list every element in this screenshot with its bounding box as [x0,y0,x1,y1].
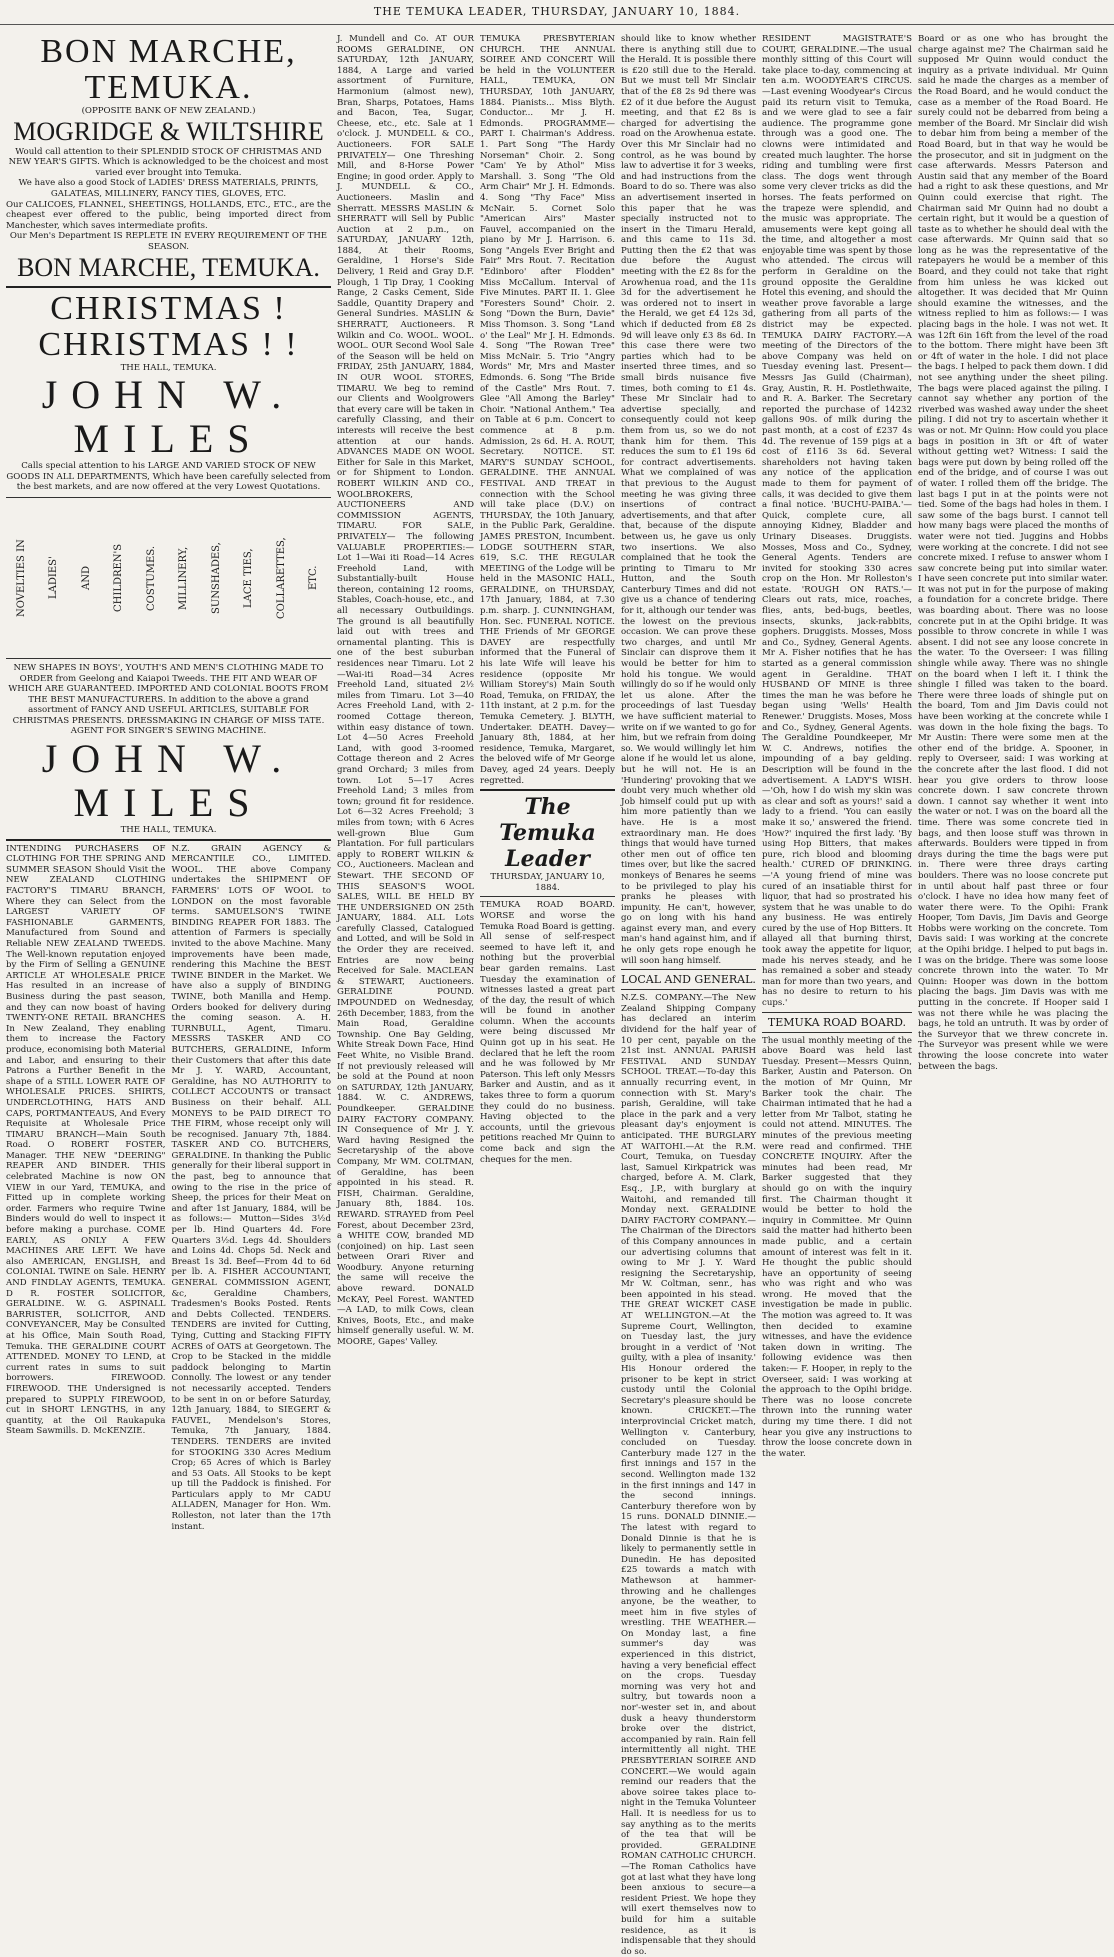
road-board-heading: TEMUKA ROAD BOARD. [767,1015,907,1029]
bm-paragraph-3: Our CALICOES, FLANNEL, SHEETINGS, HOLLANDS, ETC., ETC., are the cheapest ever offered to the public, being imported direct from Manchester, which saves intermediate profits. [6,199,331,231]
vertical-item: ETC. [308,565,320,591]
column-1-lower [6,844,331,1533]
christmas-heading: CHRISTMAS ! CHRISTMAS ! ! [38,289,299,363]
column-3 [480,34,615,1409]
bm-paragraph-2: We have also a good Stock of LADIES' DRESS MATERIALS, PRINTS, GALATEAS, MILLINERY, FANCY TIES, GLOVES, ETC. [18,178,319,199]
divider [6,286,331,288]
grain-agency-ads: N.Z. GRAIN AGENCY & MERCANTILE CO., LIMITED. WOOL. THE above Company undertakes the SHIPMENT OF FARMERS' LOTS OF WOOL to LONDON on the most favorable terms. SAMUELSON'S TWINE BINDING REAPER FOR 1883. The attention of Farmers is specially invited to the above Machine. Many improvements have been made, rendering this Machine the BEST TWINE BINDER in the Market. We have also a supply of BINDING TWINE, both Manilla and Hemp. Orders booked for delivery during the coming season. A. H. TURNBULL, Agent, Timaru. MESSRS TASKER AND CO BUTCHERS, GERALDINE, Inform their Customers that after this date Mr J. Y. WARD, Accountant, Geraldine, has NO AUTHORITY to COLLECT ACCOUNTS or transact Business on their behalf. ALL MONEYS to be PAID DIRECT TO THE FIRM, whose receipt only will be recognised. January 7th, 1884. TASKER AND CO. BUTCHERS, GERALDINE. In thanking the Public generally for their liberal support in the past, beg to announce that owing to the rise in the price of Sheep, the prices for their Meat on and after 1st January, 1884, will be as follows:— Mutton—Sides 3½d per lb. Hind Quarters 4d. Fore Quarters 3½d. Legs 4d. Shoulders and Loins 4d. Chops 5d. Neck and Breast 1s 3d. Beef—From 4d to 6d per lb. A. FISHER ACCOUNTANT, GENERAL COMMISSION AGENT, &c, Geraldine Chambers, Tradesmen's Books Posted. Rents and Debts Collected. TENDERS. TENDERS are invited for Cutting, Tying, Cutting and Stacking FIFTY ACRES of OATS at Georgetown. The Crop to be Stacked in the middle paddock belonging to Martin Connolly. The lowest or any tender not necessarily accepted. Tenders to be sent in on or before Saturday, 12th January, 1884, to SIEGERT & FAUVEL, Mendelson's Stores, Temuka, 7th January, 1884. TENDERS. TENDERS are invited for STOOKING 330 Acres Medium Crop; 65 Acres of which is Barley and 53 Oats. All Stooks to be kept up till the Paddock is finished. For Particulars apply to Mr CADU ALLADEN, Manager for Hon. Wm. Rolleston, not later than the 17th instant. [171,843,331,1532]
vertical-item: LADIES' [48,556,60,600]
divider [6,839,331,841]
vertical-item: COSTUMES. [145,545,157,611]
vertical-item: NOVELTIES IN [15,539,27,617]
divider [762,1032,912,1033]
column-2 [337,34,474,1409]
presbyterian-concert-ad: TEMUKA PRESBYTERIAN CHURCH. THE ANNUAL SOIREE AND CONCERT Will be held in the VOLUNTEER HALL, TEMUKA, ON THURSDAY, 10th JANUARY, 1884. Pianists... Miss Blyth. Conductor... Mr J. H. Edmonds. PROGRAMME— PART I. Chairman's Address. 1. Part Song "The Hardy Norseman" Choir. 2. Song "Cam' Ye by Athol" Miss Marshall. 3. Song "The Old Arm Chair" Mr J. H. Edmonds. 4. Song "Thy Face" Miss McNair. 5. Cornet Solo "American Airs" Master Fauvel, accompanied on the piano by Mr J. Harrison. 6. Song "Angels Ever Bright and Fair" Mrs Rout. 7. Recitation "Edinboro' after Flodden" Miss McCallum. Interval of Five Minutes. PART II. 1. Glee "Foresters Sound" Choir. 2. Song "Down the Burn, Davie" Miss Thomson. 3. Song "Land o' the Leal" Mr J. H. Edmonds. 4. Song "The Rowan Tree" Miss McNair. 5. Trio "Angry Words" Mr, Mrs and Master Edmonds. 6. Song "The Bride of the Castle" Mrs Rout. 7. Glee "All Among the Barley" Choir. "National Anthem." Tea on Table at 6 p.m. Concert to commence at 8 p.m. Admission, 2s 6d. H. A. ROUT, Secretary. NOTICE. ST. MARY'S SUNDAY SCHOOL, GERALDINE. THE ANNUAL FESTIVAL AND TREAT in connection with the School will take place (D.V.) on THURSDAY, the 10th January, in the Public Park, Geraldine. JAMES PRESTON, Incumbent. LODGE SOUTHERN STAR, 619, S.C. THE REGULAR MEETING of the Lodge will be held in the MASONIC HALL, GERALDINE, on THURSDAY, 17th January, 1884, at 7.30 p.m. sharp. J. CUNNINGHAM, Hon. Sec. FUNERAL NOTICE. THE Friends of Mr GEORGE DAVEY are respectfully informed that the Funeral of his late Wife will leave his residence (opposite Mr William Storey's) Main South Road, Temuka, on FRIDAY, the 11th instant, at 2 p.m. for the Temuka Cemetery. J. BLYTH, Undertaker. DEATH. Davey—January 8th, 1884, at her residence, Temuka, Margaret, the beloved wife of Mr George Davey, aged 24 years. Deeply regretted. [480,34,615,786]
divider [762,1012,912,1013]
editorial-text: TEMUKA ROAD BOARD. WORSE and worse the Temuka Road Board is getting. All sense of self-respect seemed to have left it, and nothing but the proverbial bear garden remains. Last Tuesday the examination of witnesses lasted a great part of the day, the result of which will be found in another column. When the accounts were being discussed Mr Quinn got up in his seat. He declared that he left the room and he was followed by Mr Paterson. This left only Messrs Barker and Austin, and as it takes three to form a quorum they could do no business. Having objected to the accounts, until the grievous petitions reached Mr Quinn to come back and sign the cheques for the men. [480,900,615,1165]
column-6 [918,34,1108,1409]
vertical-item: COLLARETTES, [275,537,287,619]
newspaper-masthead: The Temuka Leader [499,794,596,873]
editorial-continued: should like to know whether there is anything still due to the Herald. It is possible there is £20 still due to the Herald. But we must tell Mr Sinclair that of the £8 2s 9d there was £2 of it due before the August meeting, and that £2 8s is charged for advertising the road on the Arowhenua estate. Over this Mr Sinclair had no control, as he was bound by law to advertise it for 3 weeks, and had instructions from the Board to do so. There was also an advertisement inserted in this paper that he was specially instructed not to insert in the Timaru Herald, and this came to 11s 3d. Putting then the £2 that was due before the August meeting with the £2 8s for the Arowhenua road, and the 11s 3d for the advertisement he was ordered not to insert in the Herald, we get £4 12s 3d, which if deducted from £8 2s 9d will leave only £3 8s 6d. In this case there were two parties which had to be inserted three times, and so small birds nuisance five times, both coming to £1 4s. These Mr Sinclair had to advertise specially, and consequently could not keep them from us, so we do not thank him for them. This reduces the sum to £1 19s 6d for contract advertisements. What we complained of was that previous to the August meeting he was giving three insertions of contract advertisements, and that after that, because of the dispute between us, he gave us only two insertions. We also complained that he took the printing to Timaru to Mr Hutton, and the South Canterbury Times and did not give us a chance of tendering for it, although our tender was the lowest on the previous occasion. We can prove these two charges, and until Mr Sinclair can disprove them it would be better for him to hold his tongue. We would willingly do so if he would only let us alone. After the proceedings of last Tuesday we have sufficient material to write on if we wanted to go for him, but we refrain from doing so. We would willingly let him alone if he would let us alone, but he will not. He is an 'Hundering' provoking that we doubt very much whether old Job himself could put up with him more patiently than we have. He is a most extraordinary man. He does things that would have turned other men out of office ten times over, but like the sacred monkeys of Benares he seems to be privileged to play his pranks he pleases with impunity. He can't, however, go on long with his hand against every man, and every man's hand against him, and if he only gets rope enough he will soon hang himself. [621,34,756,966]
divider [621,969,756,970]
column-1 [6,33,331,1532]
divider [621,989,756,990]
bon-marche-title: BON MARCHE, TEMUKA. [40,33,297,106]
clothing-factory-ad: INTENDING PURCHASERS OF CLOTHING FOR THE SPRING AND SUMMER SEASON Should Visit the NEW ZEALAND CLOTHING FACTORY'S TIMARU BRANCH, Where they can Select from the LARGEST VARIETY OF FASHIONABLE GARMENTS, Manufactured from Sound and Reliable NEW ZEALAND TWEEDS. The Well-known reputation enjoyed by the Firm of Selling a GENUINE ARTICLE AT WHOLESALE PRICE Has resulted in an increase of Business during the past season, and they can now boast of having TWENTY-ONE RETAIL BRANCHES In New Zealand, They enabling them to increase the Factory produce, economising both Material and Labor, and ensuring to their Patrons a Further Benefit in the shape of a STILL LOWER RATE OF WHOLESALE PRICES. SHIRTS, UNDERCLOTHING, HATS AND CAPS, PORTMANTEAUS, And Every Requisite at Wholesale Price TIMARU BRANCH—Main South Road. O ROBERT FOSTER, Manager. THE NEW "DEERING" REAPER AND BINDER. THIS celebrated Machine is now ON VIEW in our Yard, TEMUKA, and Fitted up in complete working order. Farmers who require Twine Binders would do well to inspect it before making a purchase. COME EARLY, AS ONLY A FEW MACHINES ARE LEFT. We have also AMERICAN, ENGLISH, and COLONIAL TWINE on Sale. HENRY AND FINDLAY AGENTS, TEMUKA. D R. FOSTER SOLICITOR, GERALDINE. W. G. ASPINALL BARRISTER, SOLICITOR, AND CONVEYANCER, May be Consulted at his Office, Main South Road, Temuka. THE GERALDINE COURT ATTENDED. MONEY TO LEND, at current rates in sums to suit borrowers. FIREWOOD. FIREWOOD. THE Undersigned is prepared to SUPPLY FIREWOOD, cut in SHORT LENGTHS, in any quantity, at the Oil Raukapuka Steam Sawmills. D. McKENZIE. [6,843,166,1437]
hall-location: THE HALL, TEMUKA. [120,362,217,373]
vertical-item: MILLINERY, [178,546,190,610]
hall-location-2: THE HALL, TEMUKA. [120,825,217,836]
firm-name: MOGRIDGE & WILTSHIRE [13,116,324,146]
vertical-item: LACE TIES, [243,548,255,608]
bon-marche-subtitle: (OPPOSITE BANK OF NEW ZEALAND.) [81,106,256,116]
road-board-report: The usual monthly meeting of the above Board was held last Tuesday. Present—Messrs Quinn, Barker, Austin and Paterson. On the motion of Mr Quinn, Mr Barker took the chair. The Chairman intimated that he had a letter from Mr Talbot, stating he could not attend. MINUTES. The minutes of the previous meeting were read and confirmed. THE CONCRETE INQUIRY. After the minutes had been read, Mr Barker suggested that they should go on with the inquiry first. The Chairman thought it would be better to hold the inquiry in Committee. Mr Quinn said the matter had hitherto been made public, and a certain amount of interest was felt in it. He thought the public should have an opportunity of seeing who was right and who was wrong. He moved that the investigation be made in public. The motion was agreed to. It was then decided to examine witnesses, and have the evidence taken down in writing. The following evidence was then taken:— F. Hooper, in reply to the Overseer, said: I was working at the approach to the Opihi bridge. There was no loose concrete thrown into the running water during my time there. I did not hear you give any instructions to throw the loose concrete down in the water. [762,1035,912,1459]
miles-name-2: JOHN W. MILES [41,736,296,826]
miles-paragraph: Calls special attention to his LARGE AND VARIED STOCK OF NEW GOODS IN ALL DEPARTMENTS, Which have been carefully selected from the best markets, and are now offered at the very Lowest Quotations. [6,461,331,493]
bon-marche-title-2: BON MARCHE, TEMUKA. [17,252,320,282]
page-header [0,0,1114,25]
bm-paragraph-1: Would call attention to their SPLENDID STOCK OF CHRISTMAS AND NEW YEAR'S GIFTS. Which is acknowledged to be the choicest and most varied ever brought into Temuka. [8,146,329,178]
vertical-item: AND [80,565,92,590]
bm-paragraph-4: Our Men's Department IS REPLETE IN EVERY REQUIREMENT OF THE SEASON. [9,231,328,252]
column-4 [621,34,756,1957]
local-news-continued: RESIDENT MAGISTRATE'S COURT, GERALDINE.—The usual monthly sitting of this Court will take place to-day, commencing at ten a.m. WOODYEAR'S CIRCUS.—Last evening Woodyear's Circus paid its return visit to Temuka, and we were glad to see a fair audience. The programme gone through was a good one. The clowns were intimidated and created much laughter. The horse riding and tumbling were first class. The dogs went through some very clever tricks as did the horses. The feats performed on the trapeze were splendid, and the music was appropriate. The amusements were kept going all the time, and altogether a most enjoyable time was spent by those who attended. The circus will perform in Geraldine on the ground opposite the Geraldine Hotel this evening, and should the weather prove favorable a large gathering from all parts of the district may be expected. TEMUKA DAIRY FACTORY.—A meeting of the Directors of the above Company was held on Tuesday evening last. Present—Messrs Jas Guild (Chairman), Gray, Austin, R. H. Postlethwaite, and R. A. Barker. The Secretary reported the purchase of 14232 gallons 90s. of milk during the past month, at a cost of £237 4s 4d. The revenue of 159 pigs at a cost of £116 3s 6d. Several shareholders not having taken any notice of the application made to them for payment of calls, it was decided to give them a final notice. 'BUCHU-PAIBA.'—Quick, complete cure, all annoying Kidney, Bladder and Urinary Diseases. Druggists. Mosses, Moss and Co., Sydney, General Agents. Tenders are invited for stooking 330 acres crop on the Hon. Mr Rolleston's estate. 'ROUGH ON RATS.'—Clears out rats, mice, roaches, flies, ants, bed-bugs, beetles, insects, skunks, jack-rabbits, gophers. Druggists. Mosses, Moss and Co., Sydney, General Agents. Mr A. Fisher notifies that he has started as a general commission agent in Geraldine. THAT HUSBAND OF MINE is three times the man he was before he began using 'Wells' Health Renewer.' Druggists. Moses, Moss and Co., Sydney, General Agents. The Geraldine Poundkeeper, Mr W. C. Andrews, notifies the impounding of a bay gelding. Description will be found in the advertisement. A LADY'S WISH.—'Oh, how I do wish my skin was as clear and soft as yours!' said a lady to a friend. 'You can easily make it so,' answered the friend. 'How?' inquired the first lady. 'By using Hop Bitters, that makes pure, rich blood and blooming health.' CURED OF DRINKING.—'A young friend of mine was cured of an insatiable thirst for liquor, that had so prostrated his system that he was unable to do any business. He was entirely cured by the use of Hop Bitters. It allayed all that burning thirst, took away the appetite for liquor, made his nerves steady, and he has remained a sober and steady man for more than two years, and has no desire to return to his cups.' [762,34,912,1009]
local-and-general-heading: LOCAL AND GENERAL. [621,973,756,987]
auction-ads: J. Mundell and Co. AT OUR ROOMS GERALDINE, ON SATURDAY, 12th JANUARY, 1884, A Large and varied assortment of Furniture, Harmonium (almost new), Bran, Sharps, Potatoes, Hams and Bacon, Tea, Sugar, Cheese, etc., etc. Sale at 1 o'clock. J. MUNDELL & CO., Auctioneers. FOR SALE PRIVATELY— One Threshing Mill, and 8-Horse Power Engine; in good order. Apply to J. MUNDELL & CO., Auctioneers. Maslin and Sherratt. MESSRS MASLIN & SHERRATT will Sell by Public Auction at 2 p.m., on SATURDAY, JANUARY 12th, 1884, At their Rooms, Geraldine, 1 Horse's Side Delivery, 1 Reid and Gray D.F. Plough, 1 Tip Dray, 1 Cooking Range, 2 Casks Cement, Side Saddle, Quantity Drapery and General Sundries. MASLIN & SHERRATT, Auctioneers. R Wilkin and Co. WOOL. WOOL. WOOL. OUR Second Wool Sale of the Season will be held on FRIDAY, 25th JANUARY, 1884, IN OUR WOOL STORES, TIMARU. We beg to remind our Clients and Woolgrowers that every care will be taken in carefully Classing, and their interests will receive the best attention at our hands. ADVANCES MADE ON WOOL Either for Sale in this Market, or for Shipment to London. ROBERT WILKIN AND CO., WOOLBROKERS, AUCTIONEERS AND COMMISSION AGENTS, TIMARU. FOR SALE, PRIVATELY— The following VALUABLE PROPERTIES:— Lot 1—Wai iti Road—14 Acres Freehold Land, with Substantially-built House thereon, containing 12 rooms, Stables, Coach-house, etc., and all necessary Outbuildings. The ground is all beautifully laid out with trees and ornamental planting. This is one of the best suburban residences near Timaru. Lot 2—Wai-iti Road—34 Acres Freehold Land, situated 2½ miles from Timaru. Lot 3—40 Acres Freehold Land, with 2-roomed Cottage thereon, within easy distance of town. Lot 4—50 Acres Freehold Land, with good 3-roomed Cottage thereon and 2 Acres grand Orchard; 3 miles from town. Lot 5—17 Acres Freehold Land; 3 miles from town; ground fit for residence. Lot 6—32 Acres Freehold; 3 miles from town; with 6 Acres well-grown Blue Gum Plantation. For full particulars apply to ROBERT WILKIN & CO., Auctioneers. Maclean and Stewart. THE SECOND OF THIS SEASON'S WOOL SALES, WILL BE HELD BY THE UNDERSIGNED ON 25th JANUARY, 1884. ALL Lots carefully Classed, Catalogued and Lotted, and will be Sold in the Order they are received. Entries are now being Received for Sale. MACLEAN & STEWART, Auctioneers. GERALDINE POUND. IMPOUNDED on Wednesday, 26th December, 1883, from the Main Road, Geraldine Township. One Bay Gelding, White Streak Down Face, Hind Feet White, no Visible Brand. If not previously released will be sold at the Pound at noon on SATURDAY, 12th JANUARY, 1884. W. C. ANDREWS, Poundkeeper. GERALDINE DAIRY FACTORY COMPANY. IN Consequence of Mr J. Y. Ward having Resigned the Secretaryship of the above Company, Mr WM. COLTMAN, of Geraldine, has been appointed in his stead. R. FISH, Chairman. Geraldine, January 8th, 1884. 10s. REWARD. STRAYED from Peel Forest, about December 23rd, a WHITE COW, branded MD (conjoined) on hip. Last seen between Orari River and Woodbury. Anyone returning the same will receive the above reward. DONALD McKAY, Peel Forest. WANTED—A LAD, to milk Cows, clean Knives, Boots, Etc., and make himself generally useful. W. M. MOORE, Gapes' Valley. [337,34,474,1348]
divider [480,789,615,791]
divider [480,896,615,897]
column-5 [762,34,912,1459]
newspaper-title-line: THE TEMUKA LEADER, THURSDAY, JANUARY 10, 1884. [373,5,741,18]
road-board-report-continued: Board or as one who has brought the charge against me? The Chairman said he supposed Mr Quinn would conduct the inquiry as a private individual. Mr Quinn said he made the charges as a member of the Road Board, and he would conduct the case as a member of the Road Board. He surely could not be debarred from being a member of the Board. Mr Sinclair did wish to debar him from being a member of the Road Board, but in that way he would be the prosecutor, and sit in judgment on the case afterwards. Messrs Paterson and Austin said that any member of the Board had a right to ask these questions, and Mr Quinn could exercise that right. The Chairman said Mr Quinn had no doubt a certain right, but it would be a question of taste as to whether he should deal with the case afterwards. Mr Quinn said that so long as he was the representative of the ratepayers he would be a member of this Board, and they could not take that right from him unless he was kicked out altogether. It was decided that Mr Quinn should examine the witnesses, and the witness replied to him as follows:— I was placing bags in the hole. I was not wet. It was 12ft 6in 16ft from the level of the road to the bottom. There might have been 3ft or 4ft of water in the hole. I did not place the bags. I helped to pack them down. I did not see anything under the sheet piling. The bags were placed against the piling. I cannot say whether any portion of the riverbed was washed away under the sheet piling. I did not try to ascertain whether it was or not. Mr Quinn: How could you place bags in position in 3ft or 4ft of water without getting wet? Witness: I said the bags were put down by being rolled off the end of the bridge, and of course I was out of water. I rolled them off the bridge. The last bags I put in at the points were not tied. Some of the bags had holes in them. I saw some of the bags burst. I cannot tell how many bags were placed the months of water were not tied. Juggins and Hobbs were working at the concrete. I did not see concrete mixed. I refuse to answer whom I saw concrete being put into similar water. I have seen concrete put into similar water. It was not put in for the purpose of making a foundation for a concrete bridge. There was boarding about. There was no loose concrete put in at the Opihi bridge. It was possible to throw concrete in while I was absent. I did not see any loose concrete in the water. To the Overseer: I was filling shingle while away. There was no shingle on the board when I left it. I think the shingle I filled was taken to the board. There were three loads of shingle put on the board, Tom and Jim Davis could not have been working at the concrete while I was down in the hole fixing the bags. To Mr Austin: There were some men at the other end of the bridge. A. Spooner, in reply to Overseer, said: I was working at the concrete after the last flood. I did not hear you give orders to throw loose concrete down. I saw concrete thrown down. I cannot say whether it went into the water or not. I was on the board all the time. There was some concrete tied in bags, and then loose stuff was thrown in afterwards. Boulders were tipped in from drays during the time the bags were put in. There were three drays carting boulders. There was no loose concrete put in until about half past three or four o'clock. I have no idea how many feet of water there were. To the Opihi: Frank Hooper, Tom Davis, Jim Davis and George Hobbs were working on the concrete. Tom Davis said: I was working at the concrete at the Opihi bridge. I helped to put bags in. I was on the bridge. There was some loose concrete thrown into the water. To Mr Quinn: Hooper was down in the bottom placing the bags. Jim Davis was with me putting in the concrete. If Hooper said I was not there while he was placing the bags, he told an untruth. It was by order of the Surveyor that we threw concrete in. The Surveyor was present while we were throwing the loose concrete into water between the bags. [918,34,1108,1072]
miles-paragraph-2: NEW SHAPES IN BOYS', YOUTH'S AND MEN'S CLOTHING MADE TO ORDER from Geelong and Kaiapoi Tweeds. THE FIT AND WEAR OF WHICH ARE GUARANTEED. IMPORTED AND COLONIAL BOOTS FROM THE BEST MANUFACTURERS. In addition to the above a grand assortment of FANCY AND USEFUL ARTICLES, SUITABLE FOR CHRISTMAS PRESENTS. DRESSMAKING IN CHARGE OF MISS TATE. [8,662,329,726]
vertical-item: CHILDREN'S [113,543,125,612]
miles-name: JOHN W. MILES [41,372,296,462]
local-news-text: N.Z.S. COMPANY.—The New Zealand Shipping Company has declared an interim dividend for the half year of 10 per cent, payable on the 21st inst. ANNUAL PARISH FESTIVAL AND SUNDAY SCHOOL TREAT.—To-day this annually recurring event, in connection with St. Mary's parish, Geraldine, will take place in the park and a very pleasant day's enjoyment is anticipated. THE BURGLARY AT WAITOHI.—At the R.M. Court, Temuka, on Tuesday last, Samuel Kirkpatrick was charged, before A. M. Clark, Esq., J.P., with burglary at Waitohi, and remanded till Monday next. GERALDINE DAIRY FACTORY COMPANY.—The Chairman of the Directors of this Company announces in our advertising columns that owing to Mr J. Y. Ward resigning the Secretaryship, Mr W. Coltman, senr., has been appointed in his stead. THE GREAT WICKET CASE AT WELLINGTON.—At the Supreme Court, Wellington, on Tuesday last, the jury brought in a verdict of 'Not guilty, with a plea of insanity.' His Honour ordered the prisoner to be kept in strict custody until the Colonial Secretary's pleasure should be known. CRICKET.—The interprovincial Cricket match, Wellington v. Canterbury, concluded on Tuesday. Canterbury made 127 in the first innings and 157 in the second. Wellington made 132 in the first innings and 147 in the second innings. Canterbury therefore won by 15 runs. DONALD DINNIE.—The latest with regard to Donald Dinnie is that he is likely to permanently settle in Dunedin. He has deposited £25 towards a match with Mathewson at hammer-throwing and he challenges anyone, be the weather, to meet him in five styles of wrestling. THE WEATHER.—On Monday last, a fine summer's day was experienced in this district, having a very beneficial effect on the crops. Tuesday morning was very hot and sultry, but towards noon a nor'-wester set in, and about dusk a heavy thunderstorm broke over the district, accompanied by rain. Rain fell intermittently all night. THE PRESBYTERIAN SOIREE AND CONCERT.—We would again remind our readers that the above soiree takes place to-night in the Temuka Volunteer Hall. It is needless for us to say anything as to the merits of the tea that will be provided. GERALDINE ROMAN CATHOLIC CHURCH.—The Roman Catholics have got at last what they have long been anxious to secure—a resident Priest. We hope they will exert themselves now to build for him a suitable residence, as it is indispensable that they should do so. [621,993,756,1957]
vertical-novelties-list [6,497,331,659]
vertical-item: SUNSHADES, [210,542,222,614]
singer-agent-line: AGENT FOR SINGER'S SEWING MACHINE. [70,726,267,737]
masthead-date: THURSDAY, JANUARY 10, 1884. [490,872,605,893]
